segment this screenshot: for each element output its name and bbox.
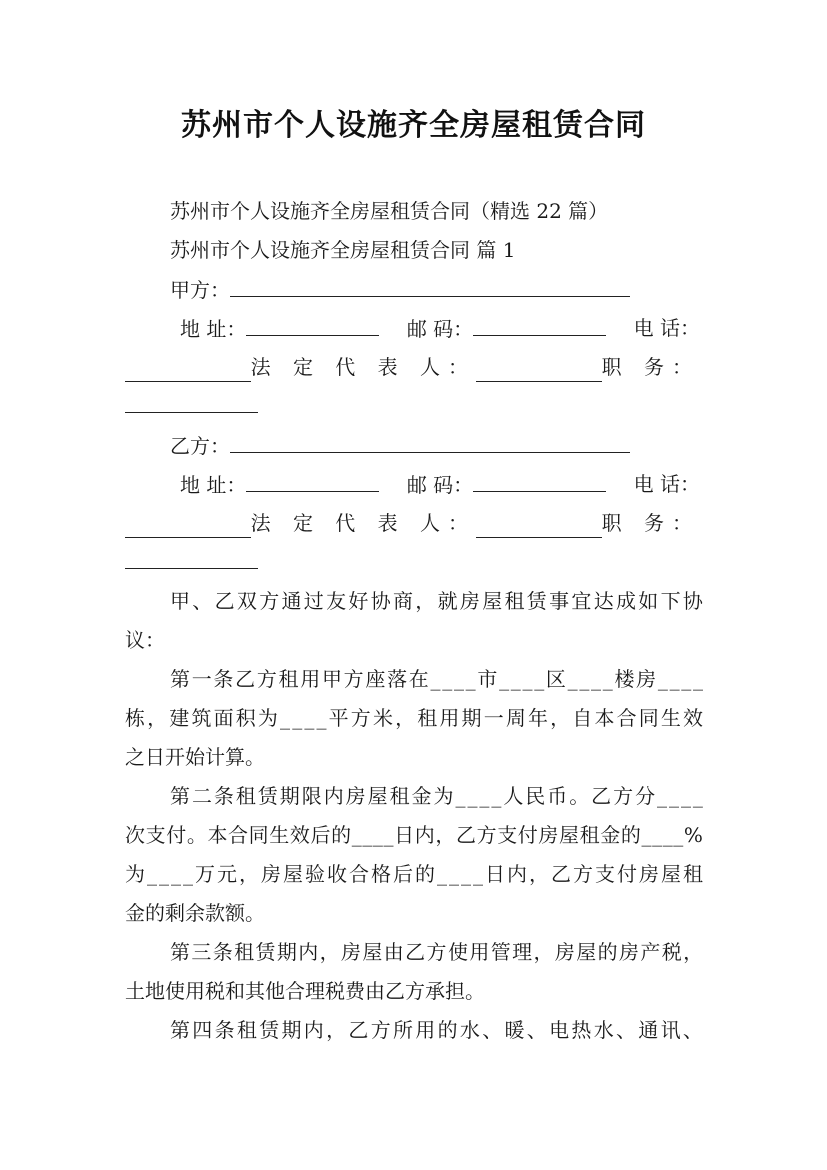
party-b-rep-row xyxy=(125,508,700,538)
party-b-label: 乙方： xyxy=(170,434,230,458)
party-b-legal-rep-label: 法 定 代 表 人： xyxy=(250,511,477,535)
party-b-address-blank[interactable] xyxy=(246,469,379,492)
party-a-postcode-blank[interactable] xyxy=(473,313,606,336)
party-a-phone-blank[interactable] xyxy=(125,359,251,382)
party-b-address-row xyxy=(180,469,700,500)
paragraph-line: 之日开始计算。 xyxy=(125,745,265,769)
paragraph-line: 第四条租赁期内，乙方所用的水、暖、电热水、通讯、 xyxy=(170,1018,706,1042)
party-b-address-label: 地 址： xyxy=(180,473,247,497)
party-a-phone-label: 电 话： xyxy=(633,316,700,340)
paragraph-line: 第三条租赁期内，房屋由乙方使用管理，房屋的房产税， xyxy=(170,940,705,964)
party-a-position-label: 职 务： xyxy=(601,355,700,379)
party-b-position-label: 职 务： xyxy=(601,511,700,535)
party-a-address-row xyxy=(180,313,700,344)
paragraph-line: 土地使用税和其他合理税费由乙方承担。 xyxy=(125,979,485,1003)
paragraph-line: 第一条乙方租用甲方座落在____市____区____楼房____ xyxy=(170,667,705,691)
document-subtitle: 苏州市个人设施齐全房屋租赁合同（精选 22 篇） xyxy=(170,199,609,223)
paragraph-line: 议： xyxy=(125,628,165,652)
paragraph-line: 为____万元，房屋验收合格后的____日内，乙方支付房屋租 xyxy=(125,862,705,886)
party-a-rep-row xyxy=(125,352,700,382)
paragraph-line: 栋，建筑面积为____平方米，租用期一周年，自本合同生效 xyxy=(125,706,706,730)
party-a-label: 甲方： xyxy=(170,278,230,302)
party-a-blank[interactable] xyxy=(230,274,630,297)
section-heading: 苏州市个人设施齐全房屋租赁合同 篇 1 xyxy=(170,238,516,262)
party-a-postcode-label: 邮 码： xyxy=(406,317,474,341)
party-b-position-blank[interactable] xyxy=(125,546,258,569)
party-a-legal-rep-blank[interactable] xyxy=(476,359,602,382)
party-b-blank[interactable] xyxy=(230,430,630,453)
party-b-phone-label: 电 话： xyxy=(633,472,700,496)
paragraph-line: 第二条租赁期限内房屋租金为____人民币。乙方分____ xyxy=(170,784,705,808)
party-a-row xyxy=(170,274,630,305)
party-a-legal-rep-label: 法 定 代 表 人： xyxy=(250,355,477,379)
document-title: 苏州市个人设施齐全房屋租赁合同 xyxy=(181,108,646,143)
party-a-position-blank[interactable] xyxy=(125,390,258,413)
party-b-legal-rep-blank[interactable] xyxy=(476,515,602,538)
paragraph-line: 次支付。本合同生效后的____日内，乙方支付房屋租金的____% xyxy=(125,823,704,847)
paragraph-line: 甲、乙双方通过友好协商，就房屋租赁事宜达成如下协 xyxy=(170,589,706,613)
paragraph-line: 金的剩余款额。 xyxy=(125,901,265,925)
party-b-postcode-label: 邮 码： xyxy=(406,473,474,497)
party-b-postcode-blank[interactable] xyxy=(473,469,606,492)
party-b-row xyxy=(170,430,630,461)
party-a-address-blank[interactable] xyxy=(246,313,379,336)
party-b-phone-blank[interactable] xyxy=(125,515,251,538)
party-a-address-label: 地 址： xyxy=(180,317,247,341)
